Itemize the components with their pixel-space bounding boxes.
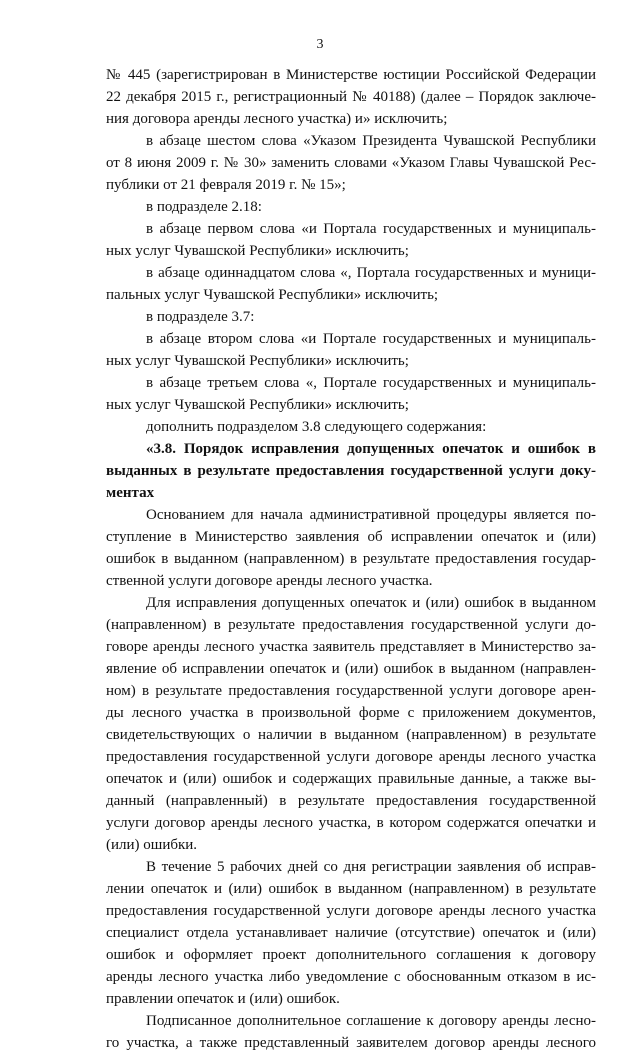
text-line: говоре аренды лесного участка заявитель представляет в Министерство за- xyxy=(106,639,596,655)
text-line: «3.8. Порядок исправления допущенных опечаток и ошибок в xyxy=(146,441,596,457)
text-line: Для исправления допущенных опечаток и (или) ошибок в выданном xyxy=(146,595,596,611)
text-line: ошибок и оформляет проект дополнительного соглашения к договору xyxy=(106,947,596,963)
text-line: (направленном) в результате предоставления государственной услуги до- xyxy=(106,617,596,633)
text-line: правлении опечаток и (или) ошибок. xyxy=(106,991,340,1007)
text-line: В течение 5 рабочих дней со дня регистрации заявления об исправ- xyxy=(146,859,596,875)
text-line: Подписанное дополнительное соглашение к договору аренды лесно- xyxy=(146,1013,596,1029)
text-line: ственной услуги договоре аренды лесного участка. xyxy=(106,573,433,589)
text-line: № 445 (зарегистрирован в Министерстве юстиции Российской Федерации xyxy=(106,67,596,83)
text-line: ды лесного участка в произвольной форме с приложением документов, xyxy=(106,705,596,721)
text-line: услуги договор аренды лесного участка, в котором содержатся опечатки и xyxy=(106,815,596,831)
text-line: ных услуг Чувашской Республики» исключить; xyxy=(106,243,409,259)
text-line: ступление в Министерство заявления об исправлении опечаток и (или) xyxy=(106,529,596,545)
page-number: 3 xyxy=(316,37,324,52)
text-line: в абзаце втором слова «и Портале государственных и муниципаль- xyxy=(146,331,596,347)
text-line: дополнить подразделом 3.8 следующего содержания: xyxy=(146,419,487,435)
text-line: выданных в результате предоставления государственной услуги доку- xyxy=(106,463,596,479)
text-line: предоставления государственной услуги договоре аренды лесного участка xyxy=(106,749,596,765)
text-line: в абзаце первом слова «и Портала государственных и муниципаль- xyxy=(146,221,596,237)
text-line: ном) в результате предоставления государственной услуги договоре арен- xyxy=(106,683,596,699)
text-line: (или) ошибки. xyxy=(106,837,198,853)
text-line: в подразделе 3.7: xyxy=(146,309,255,325)
text-line: ния договора аренды лесного участка) и» исключить; xyxy=(106,111,448,127)
text-line: от 8 июня 2009 г. № 30» заменить словами «Указом Главы Чувашской Рес- xyxy=(106,155,596,171)
text-line: в абзаце шестом слова «Указом Президента Чувашской Республики xyxy=(146,133,596,149)
text-line: свидетельствующих о наличии в выданном (направленном) в результате xyxy=(106,727,596,743)
text-line: специалист отдела устанавливает наличие (отсутствие) опечаток и (или) xyxy=(106,925,596,941)
text-line: опечаток и (или) ошибок и содержащих правильные данные, а также вы- xyxy=(106,771,596,787)
text-line: го участка, а также представленный заявителем договор аренды лесного xyxy=(106,1035,596,1051)
text-line: аренды лесного участка либо уведомление с обоснованным отказом в ис- xyxy=(106,969,596,985)
text-line: 22 декабря 2015 г., регистрационный № 40188) (далее – Порядок заключе- xyxy=(106,89,596,105)
text-line: явление об исправлении опечаток и (или) ошибок в выданном (направлен- xyxy=(106,661,596,677)
text-line: ментах xyxy=(106,485,155,501)
text-line: данный (направленный) в результате предоставления государственной xyxy=(106,793,596,809)
text-line: ных услуг Чувашской Республики» исключить; xyxy=(106,397,409,413)
text-line: в абзаце одиннадцатом слова «, Портала государственных и муници- xyxy=(146,265,596,281)
text-line: публики от 21 февраля 2019 г. № 15»; xyxy=(106,177,346,193)
document-body xyxy=(106,64,596,1054)
text-line: пальных услуг Чувашской Республики» исключить; xyxy=(106,287,439,303)
text-line: в подразделе 2.18: xyxy=(146,199,262,215)
text-line: в абзаце третьем слова «, Портале государственных и муниципаль- xyxy=(146,375,596,391)
text-line: Основанием для начала административной процедуры является по- xyxy=(146,507,596,523)
text-line: ных услуг Чувашской Республики» исключить; xyxy=(106,353,409,369)
text-line: лении опечаток и (или) ошибок в выданном (направленном) в результате xyxy=(106,881,596,897)
text-line: предоставления государственной услуги договоре аренды лесного участка xyxy=(106,903,596,919)
text-line: ошибок в выданном (направленном) в результате предоставления государ- xyxy=(106,551,596,567)
